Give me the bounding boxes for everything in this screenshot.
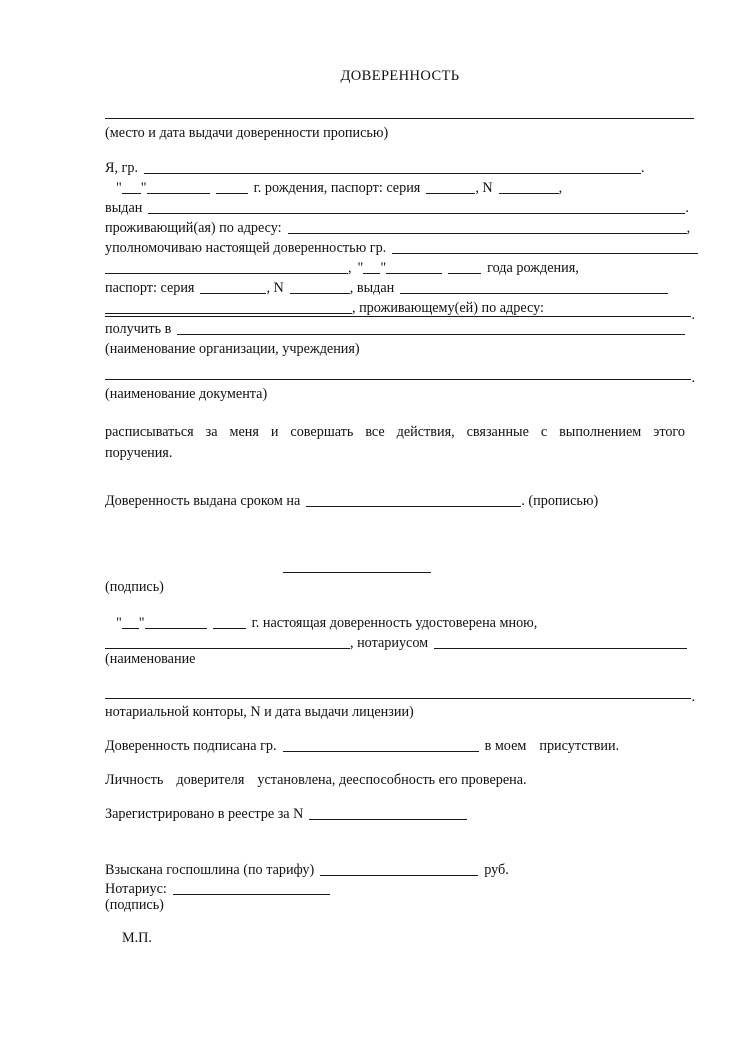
- signature-caption: (подпись): [105, 579, 164, 595]
- issue-place-caption: (место и дата выдачи доверенности прописью): [105, 125, 389, 141]
- attorney-address-tail-row: [105, 308, 695, 322]
- seal-label: М.П.: [122, 930, 152, 946]
- document-sheet: [105, 0, 695, 1061]
- notary-name-caption: (наименование: [105, 651, 196, 667]
- notary-signature-label: Нотариус:: [105, 881, 167, 897]
- attorney-birth-text: года рождения,: [487, 260, 579, 276]
- fee-unit: руб.: [484, 862, 509, 878]
- notary-certify-month-blank[interactable]: [145, 617, 207, 629]
- presence-text-part1: в моем: [484, 738, 527, 754]
- notary-office-blank[interactable]: [105, 637, 350, 649]
- receive-label: получить в: [105, 321, 172, 337]
- attorney-issued-label: , выдан: [349, 280, 395, 296]
- attorney-passport-series-blank[interactable]: [200, 282, 266, 294]
- page-title: ДОВЕРЕННОСТЬ: [340, 68, 460, 84]
- notary-certify-quote-close: ": [138, 615, 145, 631]
- signature-rule[interactable]: [283, 572, 431, 573]
- birth-text: г. рождения, паспорт: серия: [253, 180, 421, 196]
- principal-issued-blank[interactable]: [148, 202, 685, 214]
- notary-signature-blank[interactable]: [173, 883, 330, 895]
- passport-number-label: , N: [475, 180, 493, 196]
- notary-office-caption: нотариальной конторы, N и дата выдачи лицензии): [105, 704, 414, 720]
- attorney-passport-row: [105, 281, 695, 295]
- duties-paragraph-line1: расписываться за меня и совершать все действия, связанные с выполнением этого: [105, 424, 685, 440]
- attorney-birth-year-blank[interactable]: [448, 262, 481, 274]
- attorney-birth-quote-close: ": [380, 260, 387, 276]
- principal-name-blank[interactable]: [144, 162, 641, 174]
- principal-birth-row: [105, 181, 706, 195]
- notary-signature-caption: (подпись): [105, 897, 164, 913]
- attorney-name-cont-row: [105, 261, 695, 275]
- notary-office-tail-row: [105, 690, 695, 704]
- doc-name-tail-row: [105, 371, 695, 385]
- fee-label: Взыскана госпошлина (по тарифу): [105, 862, 315, 878]
- identity-word2: доверителя: [176, 772, 245, 788]
- signed-by-label: Доверенность подписана гр.: [105, 738, 277, 754]
- notary-certify-quote-open: ": [116, 615, 122, 631]
- signed-by-blank[interactable]: [283, 740, 479, 752]
- registry-number-blank[interactable]: [309, 808, 467, 820]
- notary-certify-day-blank[interactable]: [122, 617, 139, 629]
- notary-certify-row: [105, 616, 706, 630]
- principal-address-tail: ,: [686, 220, 691, 236]
- notary-person-blank[interactable]: [434, 637, 687, 649]
- birth-month-blank[interactable]: [147, 182, 210, 194]
- principal-name-tail: .: [641, 160, 645, 176]
- attorney-address-text: , проживающему(ей) по адресу:: [352, 300, 544, 316]
- birth-quote-close: ": [140, 180, 147, 196]
- attorney-name-blank[interactable]: [392, 242, 698, 254]
- presence-text-part2: присутствии.: [539, 738, 620, 754]
- doc-name-caption: (наименование документа): [105, 386, 268, 402]
- principal-issued-tail: .: [685, 200, 689, 216]
- birth-year-blank[interactable]: [216, 182, 248, 194]
- duties-paragraph: [105, 422, 685, 464]
- org-name-caption: (наименование организации, учреждения): [105, 341, 360, 357]
- fee-row: [105, 863, 695, 877]
- passport-series-blank[interactable]: [426, 182, 475, 194]
- principal-address-blank[interactable]: [288, 222, 687, 234]
- receive-row: [105, 322, 695, 336]
- principal-address-label: проживающий(ая) по адресу:: [105, 220, 282, 236]
- receive-org-blank[interactable]: [177, 323, 685, 335]
- notary-office-tail: .: [691, 689, 695, 705]
- attorney-issued-blank[interactable]: [400, 282, 668, 294]
- notary-name-row: [105, 636, 695, 650]
- attorney-address-tail: .: [691, 307, 695, 323]
- attorney-cont-tail: ,: [348, 260, 352, 276]
- seal-row: [105, 931, 712, 945]
- attorney-passport-number-blank[interactable]: [290, 282, 350, 294]
- attorney-authorize-row: [105, 241, 695, 255]
- identity-row: [105, 773, 695, 787]
- birth-day-blank[interactable]: [122, 182, 141, 194]
- duties-paragraph-line2: поручения.: [105, 445, 173, 461]
- doc-name-tail: .: [691, 370, 695, 386]
- birth-quote-open: ": [116, 180, 122, 196]
- attorney-birth-quote-open: ": [357, 260, 364, 276]
- principal-name-row: [105, 161, 695, 175]
- registry-row: [105, 807, 695, 821]
- attorney-name-cont-blank[interactable]: [105, 262, 348, 274]
- notary-signature-row: [105, 882, 695, 896]
- attorney-authorize-label: уполномочиваю настоящей доверенностью гр.: [105, 240, 387, 256]
- term-tail: . (прописью): [521, 493, 599, 509]
- issue-place-rule[interactable]: [105, 118, 694, 119]
- attorney-passport-number-label: , N: [266, 280, 284, 296]
- attorney-passport-label: паспорт: серия: [105, 280, 195, 296]
- fee-amount-blank[interactable]: [320, 864, 478, 876]
- passport-number-blank[interactable]: [499, 182, 559, 194]
- identity-rest: установлена, дееспособность его проверена.: [257, 772, 527, 788]
- term-row: [105, 494, 695, 508]
- attorney-birth-day-blank[interactable]: [363, 262, 380, 274]
- term-blank[interactable]: [306, 495, 521, 507]
- principal-name-label: Я, гр.: [105, 160, 139, 176]
- notary-certify-year-blank[interactable]: [213, 617, 246, 629]
- signed-by-row: [105, 739, 695, 753]
- registry-label: Зарегистрировано в реестре за N: [105, 806, 304, 822]
- attorney-birth-month-blank[interactable]: [386, 262, 442, 274]
- notary-label: , нотариусом: [350, 635, 429, 651]
- identity-word1: Личность: [105, 772, 164, 788]
- birth-row-tail: ,: [558, 180, 563, 196]
- principal-address-row: [105, 221, 695, 235]
- principal-issued-row: [105, 201, 695, 215]
- notary-certify-text: г. настоящая доверенность удостоверена мною,: [251, 615, 538, 631]
- principal-issued-label: выдан: [105, 200, 143, 216]
- term-label: Доверенность выдана сроком на: [105, 493, 301, 509]
